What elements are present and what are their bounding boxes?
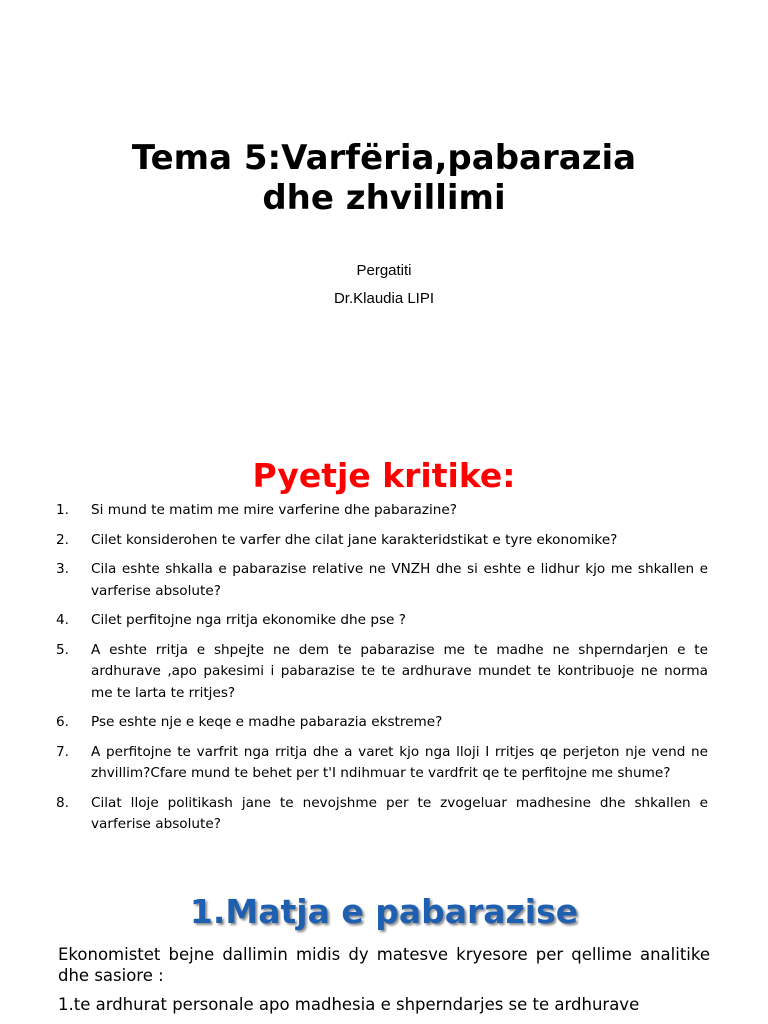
list-item-number: 6. [56,714,69,730]
title-line-1: Tema 5:Varfëria,pabarazia [131,138,637,178]
title-line-2: dhe zhvillimi [262,178,506,218]
list-item-number: 1. [56,502,69,518]
list-item-number: 7. [56,743,69,760]
questions-list [56,500,708,844]
measurement-heading: 1.Matja e pabarazise [189,892,579,931]
list-item-text: A eshte rritja e shpejte ne dem te pabarazise me te madhe ne shperndarjen e te ardhurave ,apo pakesimi i pabarazise te te ardhurave mundet te kontribuoje ne norma me te larta te rritjes? [91,641,708,701]
list-item-number: 3. [56,561,69,577]
list-item-1: 1.te ardhurat personale apo madhesia e shperndarjes se te ardhurave [58,995,640,1014]
questions-heading: Pyetje kritike: [252,456,516,495]
list-item-number: 4. [56,612,69,628]
title-slide [0,0,768,432]
list-item-text: Cilet perfitojne nga rritja ekonomike dhe pse ? [91,612,406,628]
list-item-number: 8. [56,794,69,811]
list-item [56,610,708,632]
slide-title [60,138,708,218]
list-item [56,712,708,734]
intro-paragraph: Ekonomistet bejne dallimin midis dy matesve kryesore per qellime analitike dhe sasiore : [58,945,710,985]
list-item [56,742,708,785]
prepared-label: Pergatiti [356,262,412,279]
list-item-text: Cilat lloje politikash jane te nevojshme per te zvogeluar madhesine dhe shkallen e varferise absolute? [91,794,708,832]
list-item [56,530,708,552]
list-item [56,640,708,705]
list-item-number: 5. [56,641,69,658]
list-item-text: Si mund te matim me mire varferine dhe pabarazine? [91,502,457,518]
list-item [56,559,708,602]
author-name: Dr.Klaudia LIPI [333,290,435,307]
measurement-slide [0,864,768,1024]
list-item [56,500,708,522]
list-item [56,793,708,836]
questions-slide [0,432,768,864]
list-item-text: Cilet konsiderohen te varfer dhe cilat jane karakteridstikat e tyre ekonomike? [91,531,618,548]
list-item-number: 2. [56,531,69,548]
list-item-text: Pse eshte nje e keqe e madhe pabarazia ekstreme? [91,714,443,730]
list-item-text: A perfitojne te varfrit nga rritja dhe a varet kjo nga lloji I rritjes qe perjeton nje vend ne zhvillim?Cfare mund te behet per t'I ndihmuar te vardfrit qe te perfitojne me shume? [91,743,708,781]
list-item-text: Cila eshte shkalla e pabarazise relative ne VNZH dhe si eshte e lidhur kjo me shkallen e varferise absolute? [91,561,708,599]
